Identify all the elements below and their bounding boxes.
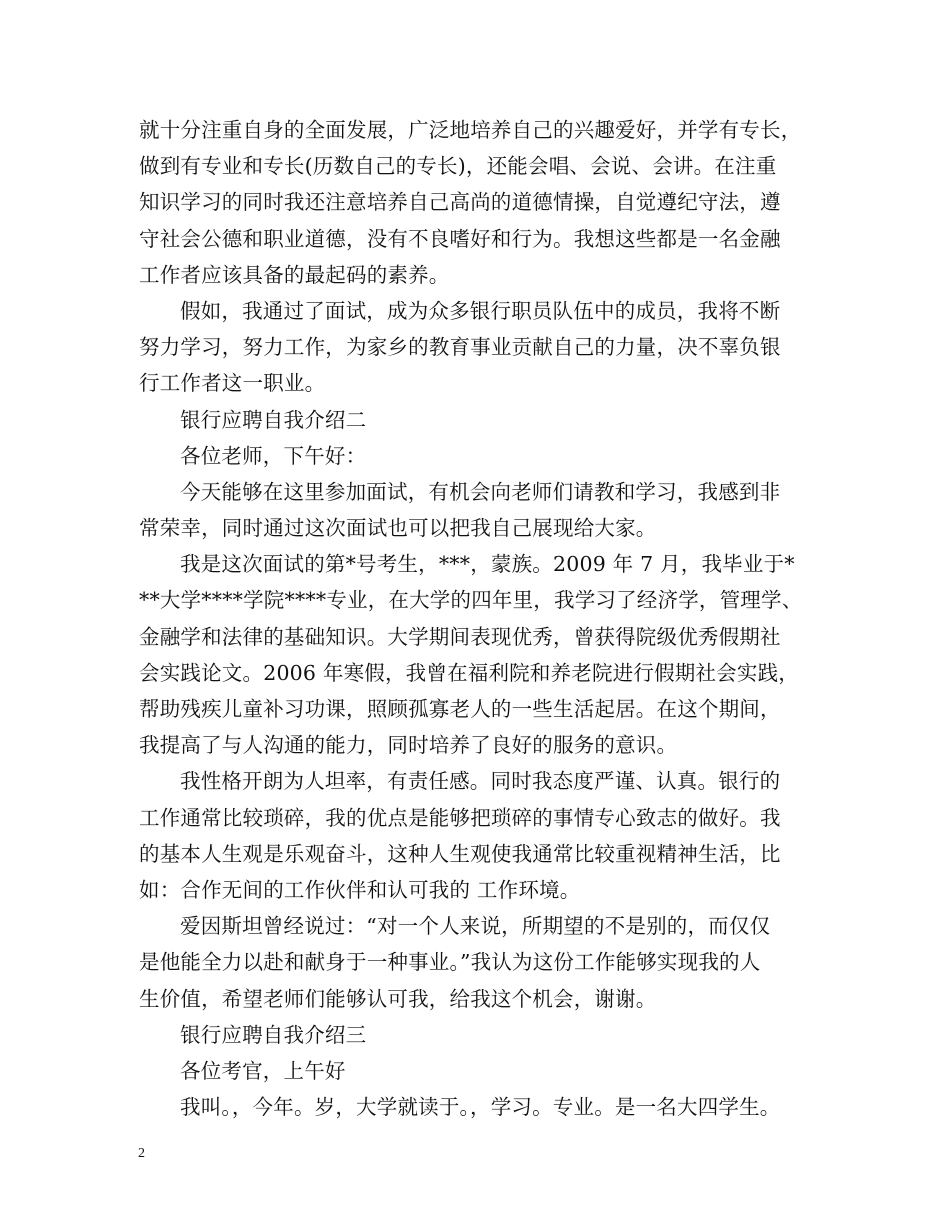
text-line: 我提高了与人沟通的能力，同时培养了良好的服务的意识。 bbox=[139, 733, 678, 758]
text-line: 就十分注重自身的全面发展，广泛地培养自己的兴趣爱好，并学有专长， bbox=[139, 118, 802, 142]
text-line: 的基本人生观是乐观奋斗，这种人生观使我通常比较重视精神生活，比 bbox=[139, 841, 781, 866]
text-line: 会实践论文。2006 年寒假，我曾在福利院和养老院进行假期社会实践， bbox=[139, 660, 799, 685]
text-line: 守社会公德和职业道德，没有不良嗜好和行为。我想这些都是一名金融 bbox=[139, 226, 781, 251]
text-line: 我性格开朗为人坦率，有责任感。同时我态度严谨、认真。银行的 bbox=[180, 769, 781, 794]
text-line: 知识学习的同时我还注意培养自己高尚的道德情操，自觉遵纪守法，遵 bbox=[139, 190, 781, 215]
text-line: 工作者应该具备的最起码的素养。 bbox=[139, 262, 450, 287]
text-line: 生价值，希望老师们能够认可我，给我这个机会，谢谢。 bbox=[139, 986, 657, 1011]
text-line: 爱因斯坦曾经说过：“对一个人来说，所期望的不是别的，而仅仅 bbox=[180, 914, 771, 939]
text-line: 我是这次面试的第*号考生，***，蒙族。2009 年 7 月，我毕业于* bbox=[180, 552, 795, 577]
text-line: 金融学和法律的基础知识。大学期间表现优秀，曾获得院级优秀假期社 bbox=[139, 624, 781, 649]
text-line: 工作通常比较琐碎，我的优点是能够把琐碎的事情专心致志的做好。我 bbox=[139, 805, 781, 830]
text-line: 行工作者这一职业。 bbox=[139, 371, 326, 396]
text-line: 假如，我通过了面试，成为众多银行职员队伍中的成员，我将不断 bbox=[180, 298, 781, 323]
section-heading: 银行应聘自我介绍三 bbox=[180, 1022, 367, 1047]
text-line: 我叫。，今年。岁，大学就读于。，学习。专业。是一名大四学生。 bbox=[180, 1095, 781, 1120]
text-line: 做到有专业和专长(历数自己的专长)，还能会唱、会说、会讲。在注重 bbox=[139, 154, 777, 179]
text-line: 帮助残疾儿童补习功课，照顾孤寡老人的一些生活起居。在这个期间， bbox=[139, 697, 781, 721]
page-number: 2 bbox=[138, 1146, 145, 1161]
section-heading: 银行应聘自我介绍二 bbox=[180, 407, 367, 432]
text-line: **大学****学院****专业，在大学的四年里，我学习了经济学，管理学、 bbox=[139, 588, 803, 613]
text-line: 努力学习，努力工作，为家乡的教育事业贡献自己的力量，决不辜负银 bbox=[139, 335, 781, 360]
greeting-line: 各位考官，上午好 bbox=[180, 1058, 346, 1083]
text-line: 是他能全力以赴和献身于一种事业。”我认为这份工作能够实现我的人 bbox=[139, 950, 761, 975]
text-line: 今天能够在这里参加面试，有机会向老师们请教和学习，我感到非 bbox=[180, 479, 781, 504]
greeting-line: 各位老师，下午好： bbox=[180, 443, 367, 468]
text-line: 常荣幸，同时通过这次面试也可以把我自己展现给大家。 bbox=[139, 516, 657, 541]
body-text bbox=[139, 112, 829, 1125]
text-line: 如：合作无间的工作伙伴和认可我的 工作环境。 bbox=[139, 877, 581, 902]
